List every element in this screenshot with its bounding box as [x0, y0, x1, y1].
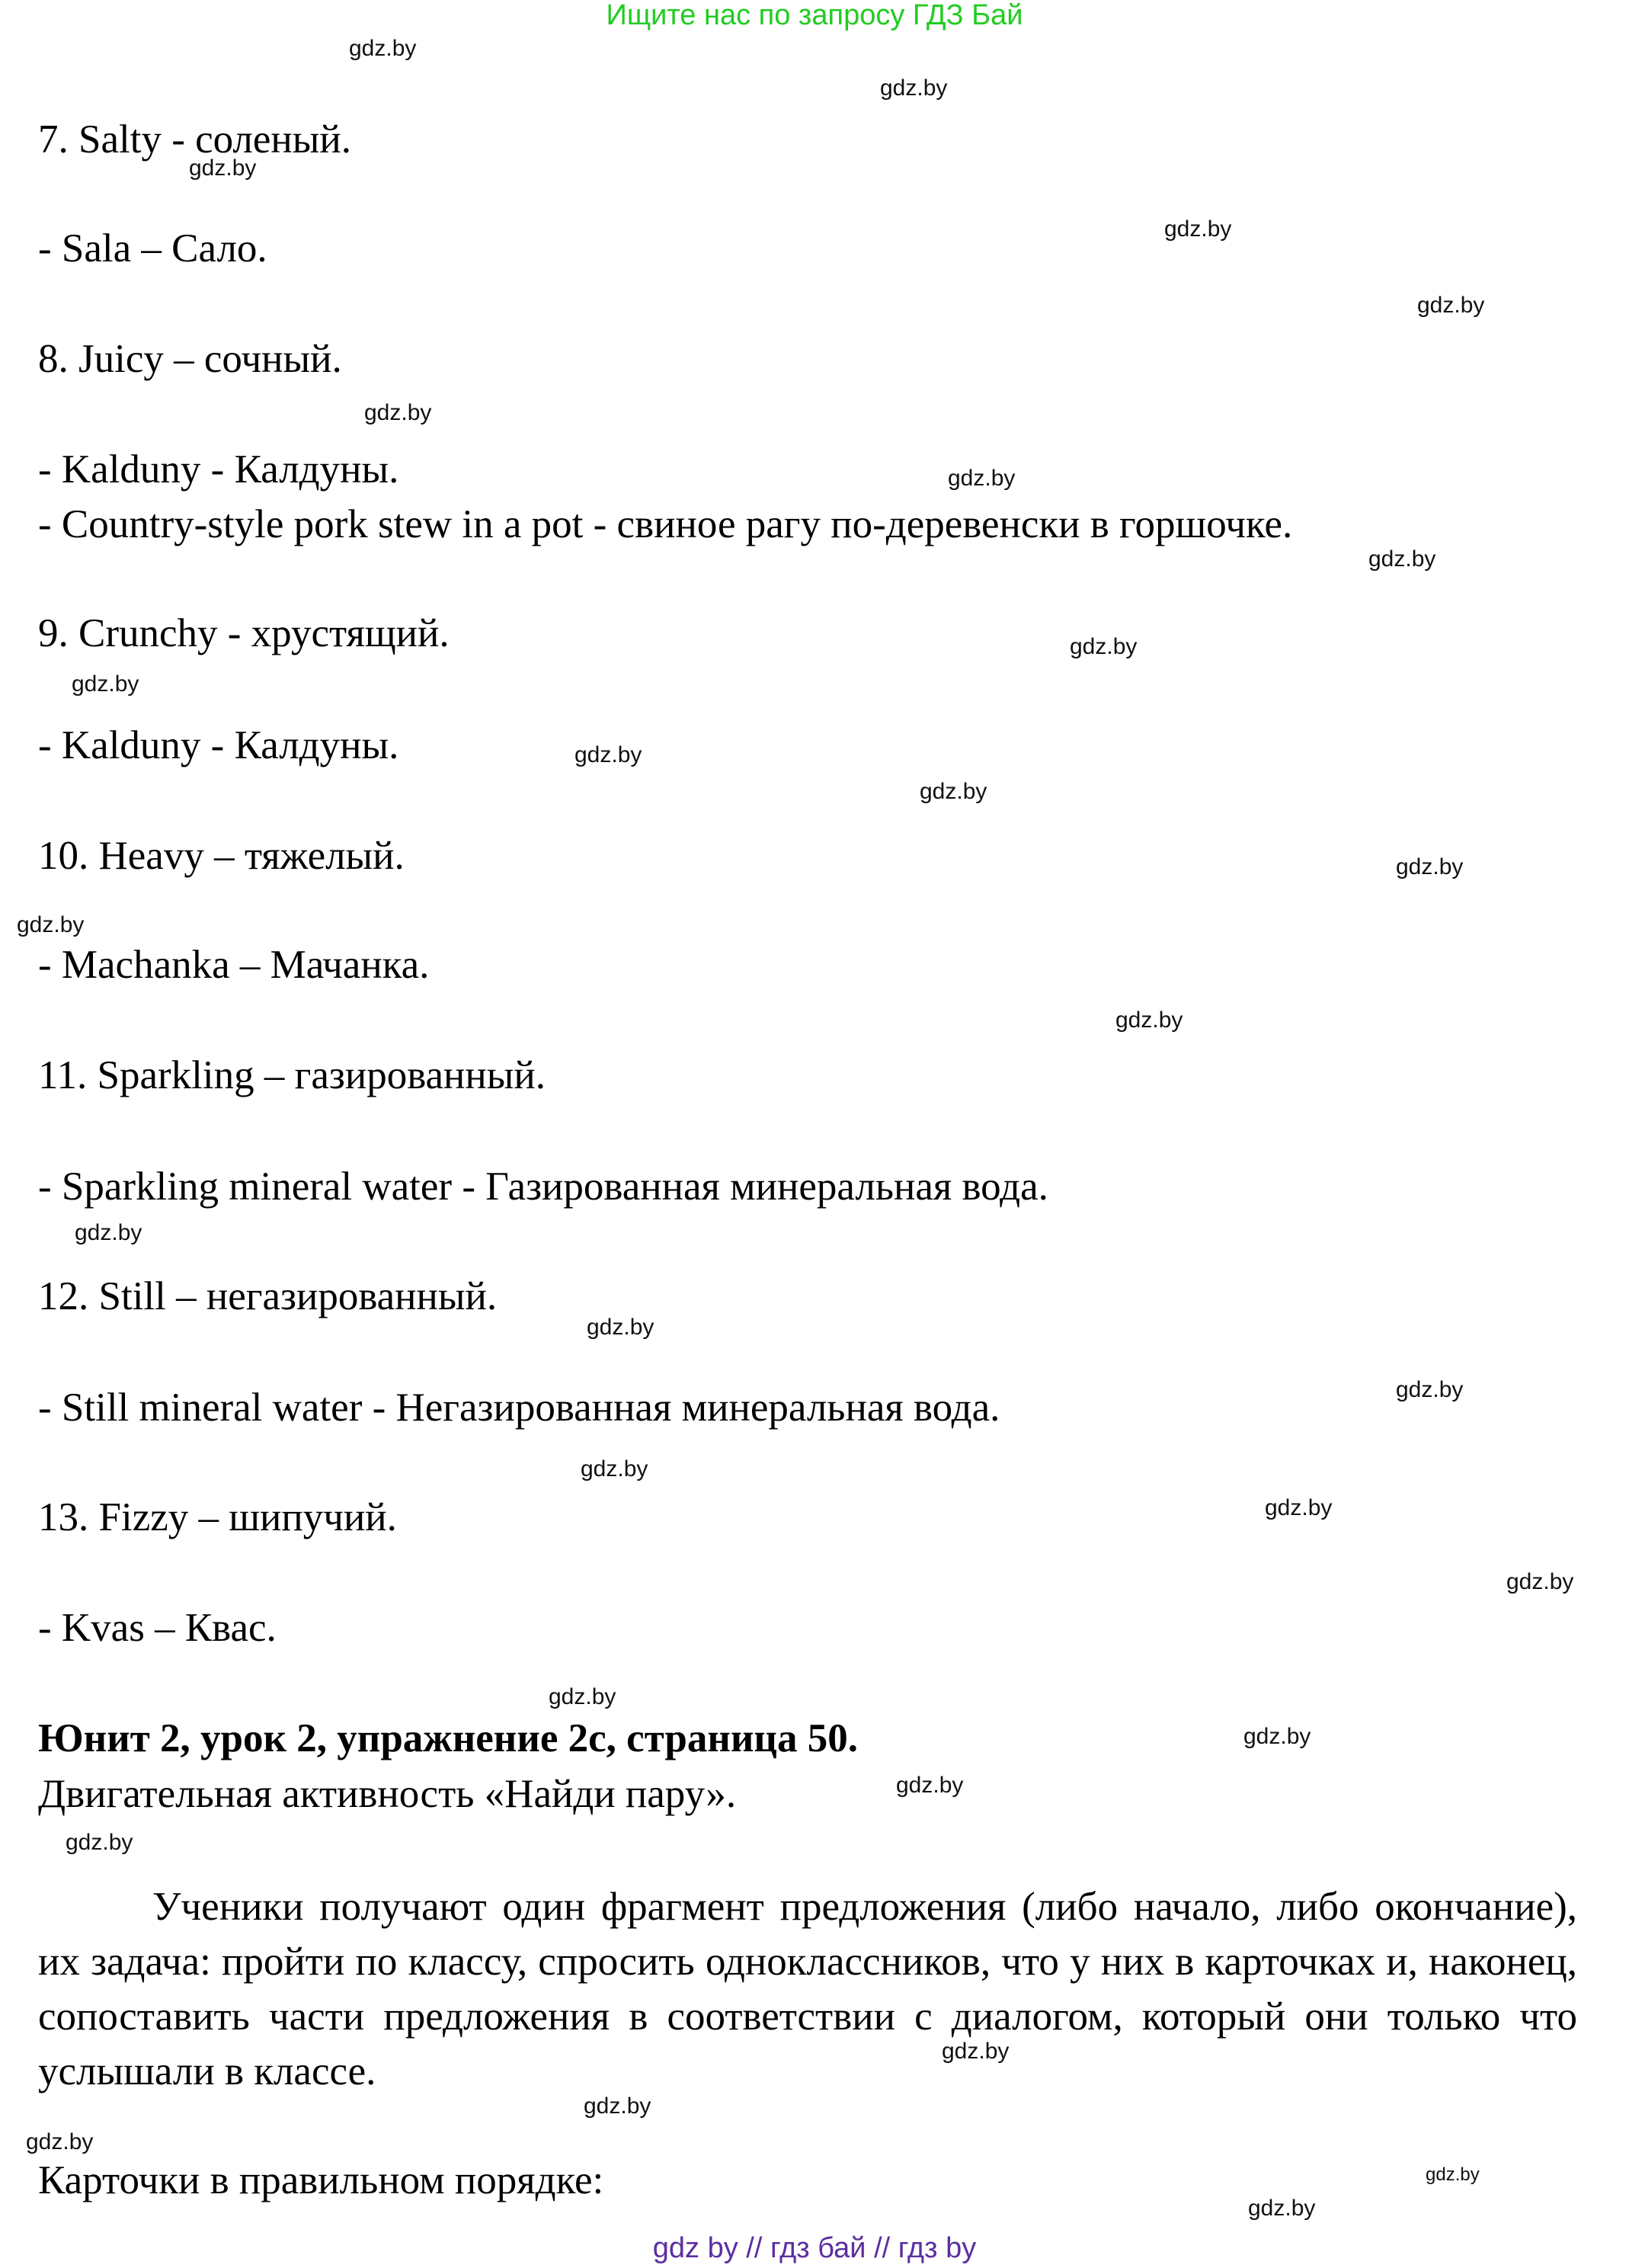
example-sala: - Sala – Сало. — [38, 226, 267, 271]
watermark: gdz.by — [948, 466, 1016, 491]
watermark: gdz.by — [587, 1315, 654, 1340]
watermark: gdz.by — [574, 742, 642, 767]
watermark: gdz.by — [1115, 1007, 1183, 1033]
watermark: gdz.by — [920, 779, 987, 804]
watermark: gdz.by — [1417, 293, 1485, 318]
example-kalduny: - Kalduny - Калдуны. — [38, 447, 399, 492]
watermark: gdz.by — [75, 1220, 142, 1245]
site-banner: Ищите нас по запросу ГДЗ Бай — [606, 0, 1023, 31]
example-pork-stew: - Country-style pork stew in a pot - свиное рагу по-деревенски в горшочке. — [38, 502, 1293, 546]
watermark: gdz.by — [1396, 854, 1464, 879]
watermark: gdz.by — [581, 1456, 648, 1482]
item-9-crunchy: 9. Crunchy - хрустящий. — [38, 611, 450, 655]
watermark: gdz.by — [1426, 2164, 1480, 2185]
watermark: gdz.by — [1368, 546, 1436, 572]
item-8-juicy: 8. Juicy – сочный. — [38, 337, 342, 381]
section-subheading: Двигательная активность «Найди пару». — [38, 1772, 737, 1816]
task-paragraph: Ученики получают один фрагмент предложения (либо начало, либо окончание), их задача: пройти по классу, спросить одноклассников, что у них в карточках и, наконец, сопоставить части предложения в соответствии с диалогом, который они только что услышали в классе. — [38, 1885, 1577, 2093]
watermark: gdz.by — [1506, 1569, 1574, 1594]
watermark: gdz.by — [1265, 1495, 1333, 1520]
watermark: gdz.by — [17, 912, 85, 937]
example-sparkling-water: - Sparkling mineral water - Газированная минеральная вода. — [38, 1164, 1048, 1209]
watermark: gdz.by — [942, 2039, 1010, 2064]
watermark: gdz.by — [1396, 1377, 1464, 1402]
watermark: gdz.by — [189, 155, 257, 181]
item-13-fizzy: 13. Fizzy – шипучий. — [38, 1495, 397, 1539]
item-7-salty: 7. Salty - соленый. — [38, 117, 351, 162]
watermark: gdz.by — [1248, 2196, 1316, 2221]
item-10-heavy: 10. Heavy – тяжелый. — [38, 834, 405, 878]
site-footer: gdz by // гдз бай // гдз by — [652, 2232, 977, 2264]
watermark: gdz.by — [364, 400, 432, 425]
watermark: gdz.by — [549, 1684, 616, 1709]
watermark: gdz.by — [584, 2093, 651, 2119]
example-machanka: - Machanka – Мачанка. — [38, 943, 430, 987]
watermark: gdz.by — [26, 2129, 94, 2154]
example-still-water: - Still mineral water - Негазированная минеральная вода. — [38, 1385, 1000, 1430]
watermark: gdz.by — [72, 671, 139, 697]
watermark: gdz.by — [1243, 1724, 1311, 1749]
watermark: gdz.by — [880, 75, 948, 101]
watermark: gdz.by — [349, 36, 417, 61]
item-12-still: 12. Still – негазированный. — [38, 1274, 498, 1318]
watermark: gdz.by — [66, 1830, 133, 1855]
example-kvas: - Kvas – Квас. — [38, 1606, 277, 1650]
cards-line: Карточки в правильном порядке: — [38, 2158, 604, 2202]
item-11-sparkling: 11. Sparkling – газированный. — [38, 1053, 546, 1097]
watermark: gdz.by — [1070, 634, 1138, 659]
section-heading: Юнит 2, урок 2, упражнение 2c, страница 50. — [38, 1716, 858, 1760]
watermark: gdz.by — [896, 1773, 964, 1798]
watermark: gdz.by — [1164, 216, 1232, 242]
example-kalduny-2: - Kalduny - Калдуны. — [38, 723, 399, 767]
